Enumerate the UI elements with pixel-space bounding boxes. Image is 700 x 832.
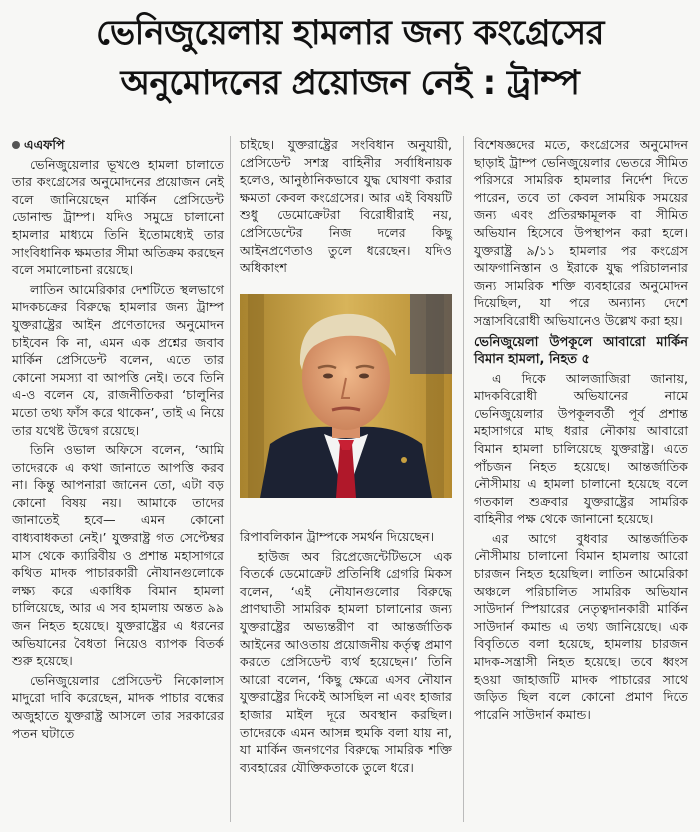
byline — [12, 136, 224, 154]
paragraph: তিনি ওভাল অফিসে বলেন, ‘আমি তাদেরকে এ কথা জানাতে আপত্তি করব না। কিন্তু আপনারা জানেন তো, এটা বড় কোনো বিষয় নয়। আমাকে তাদের জানাতেই হবে— এমন কোনো বাধ্যবাধকতা নেই।’ যুক্তরাষ্ট্র গত সেপ্টেম্বর মাস থেকে ক্যারিবীয় ও প্রশান্ত মহাসাগরে কথিত মাদক পাচারকারী নৌযানগুলোকে লক্ষ্য করে একাধিক বিমান হামলা চালিয়েছে, আর এ সব হামলায় অন্তত ৯৯ জন নিহত হয়েছে। যুক্তরাষ্ট্রের এ ধরনের অভিযানের বৈধতা নিয়েও ব্যাপক বিতর্ক শুরু হয়েছে। — [12, 442, 224, 669]
paragraph: এ দিকে আলজাজিরা জানায়, মাদকবিরোধী অভিযানের নামে ভেনিজুয়েলার উপকূলবর্তী পূর্ব প্রশান্ত মহাসাগরে মাছ ধরার নৌকায় আবারো বিমান হামলা চালিয়েছে যুক্তরাষ্ট্র। এতে পাঁচজন নিহত হয়েছে। আন্তর্জাতিক নৌসীমায় এ হামলা চালানো হয়েছে বলে গতকাল শুক্রবার যুক্তরাষ্ট্রের সামরিক বাহিনীর পক্ষ থেকে জানানো হয়েছে। — [474, 370, 688, 527]
column-rule-2 — [463, 136, 464, 822]
paragraph: এর আগে বুধবার আন্তর্জাতিক নৌসীমায় চালানো বিমান হামলায় আরো চারজন নিহত হয়েছিল। লাতিন আমেরিকা অঞ্চলে পরিচালিত সামরিক অভিযান সাউদার্ন স্পিয়ারের নেতৃত্বদানকারী মার্কিন সাউদার্ন কমান্ড এ তথ্য জানিয়েছে। এক বিবৃতিতে বলা হয়েছে, হামলায় চারজন মাদক-সন্ত্রাসী নিহত হয়েছে। তবে ধ্বংস হওয়া জাহাজটি মাদক পাচারের সাথে জড়িত ছিল বলে কোনো প্রমাণ দিতে পারেনি সাউদার্ন কমান্ড। — [474, 530, 688, 722]
article-column-3 — [474, 136, 688, 725]
article-column-1 — [12, 136, 224, 744]
headline-line-2: অনুমোদনের প্রয়োজন নেই : ট্রাম্প — [120, 63, 580, 103]
bullet-icon — [12, 141, 20, 149]
trump-photo — [240, 294, 452, 498]
paragraph: ভেনিজুয়েলার ভূখণ্ডে হামলা চালাতে তার কংগ্রেসের অনুমোদনের প্রয়োজন নেই বলে জানিয়েছেন মার্কিন প্রেসিডেন্ট ডোনাল্ড ট্রাম্প। যদিও সমুদ্রে চালানো হামলার মাধ্যমে তিনি ইতোমধ্যেই তার সাংবিধানিক ক্ষমতার সীমা অতিক্রম করছেন বলে সমালোচনা রয়েছে। — [12, 156, 224, 278]
article-column-2-bottom — [240, 528, 452, 778]
headline — [0, 8, 700, 108]
portrait-image — [240, 294, 452, 498]
subheading: ভেনিজুয়েলা উপকূলে আবারো মার্কিন বিমান হামলা, নিহত ৫ — [474, 334, 688, 367]
headline-line-1: ভেনিজুয়েলায় হামলার জন্য কংগ্রেসের — [96, 13, 604, 53]
paragraph: রিপাবলিকান ট্রাম্পকে সমর্থন দিয়েছেন। — [240, 529, 435, 544]
paragraph: বিশেষজ্ঞদের মতে, কংগ্রেসের অনুমোদন ছাড়াই ট্রাম্প ভেনিজুয়েলার ভেতরে সীমিত পরিসরে সামরিক হামলার নির্দেশ দিতে পারেন, তবে তা কেবল সাময়িক সময়ের জন্য এবং প্রতিরক্ষামূলক বা সীমিত অভিযান হিসেবে উপস্থাপন করা হলে। যুক্তরাষ্ট্র ৯/১১ হামলার পর কংগ্রেস আফগানিস্তান ও ইরাকে যুদ্ধ পরিচালনার জন্য সামরিক শক্তি ব্যবহারের অনুমোদন দিয়েছিল, যা পরে অন্যান্য দেশে সন্ত্রাসবিরোধী অভিযানেও উল্লেখ করা হয়। — [474, 137, 688, 328]
paragraph: হাউজ অব রিপ্রেজেন্টেটিভসে এক বিতর্কে ডেমোক্রেট প্রতিনিধি গ্রেগরি মিকস বলেন, ‘এই নৌযানগুলোর বিরুদ্ধে প্রাণঘাতী সামরিক হামলা চালানোর জন্য যুক্তরাষ্ট্রের অভ্যন্তরীণ বা আন্তর্জাতিক আইনের আওতায় প্রয়োজনীয় কর্তৃত্ব প্রমাণ করতে প্রেসিডেন্ট ব্যর্থ হয়েছেন।’ তিনি আরো বলেন, ‘কিছু ক্ষেত্রে এসব নৌযান যুক্তরাষ্ট্রের দিকেই আসছিল না এবং হাজার হাজার মাইল দূরে অবস্থান করছিল। তাদেরকে এমন আসন্ন হুমকি বলা যায় না, যা মার্কিন জনগণের বিরুদ্ধে সামরিক শক্তি ব্যবহারের যৌক্তিকতাকে তুলে ধরে। — [240, 548, 452, 775]
column-rule-1 — [230, 136, 231, 822]
byline-text: এএফপি — [24, 137, 65, 152]
paragraph: চাইছে। যুক্তরাষ্ট্রের সংবিধান অনুযায়ী, প্রেসিডেন্ট সশস্ত্র বাহিনীর সর্বাধিনায়ক হলেও, আনুষ্ঠানিকভাবে যুদ্ধ ঘোষণা করার ক্ষমতা কেবল কংগ্রেসের। আর এই বিষয়টি শুধু ডেমোক্রেটরা বিরোধীরাই নয়, প্রেসিডেন্টের নিজ দলের কিছু আইনপ্রণেতাও তুলে ধরেছেন। যদিও অধিকাংশ — [240, 137, 452, 276]
paragraph: লাতিন আমেরিকার দেশটিতে স্থলভাগে মাদকচক্রের বিরুদ্ধে হামলার জন্য ট্রাম্প যুক্তরাষ্ট্রের আইন প্রণেতাদের অনুমোদন চাইবেন কি না, এমন এক প্রশ্নের জবাব মার্কিন প্রেসিডেন্ট বলেন, এতে তার কোনো সমস্যা বা আপত্তি নেই। তবে তিনি এ-ও বলেন যে, রাজনীতিকরা ‘চালুনির মতো তথ্য ফাঁস করে থাকেন’, তাই এ নিয়ে তার যথেষ্ট উদ্বেগ রয়েছে। — [12, 281, 224, 438]
paragraph: ভেনিজুয়েলার প্রেসিডেন্ট নিকোলাস মাদুরো দাবি করেছেন, মাদক পাচার বন্ধের অজুহাতে যুক্তরাষ্ট্র আসলে তার সরকারের পতন ঘটাতে — [12, 672, 224, 741]
article-column-2-top — [240, 136, 452, 279]
